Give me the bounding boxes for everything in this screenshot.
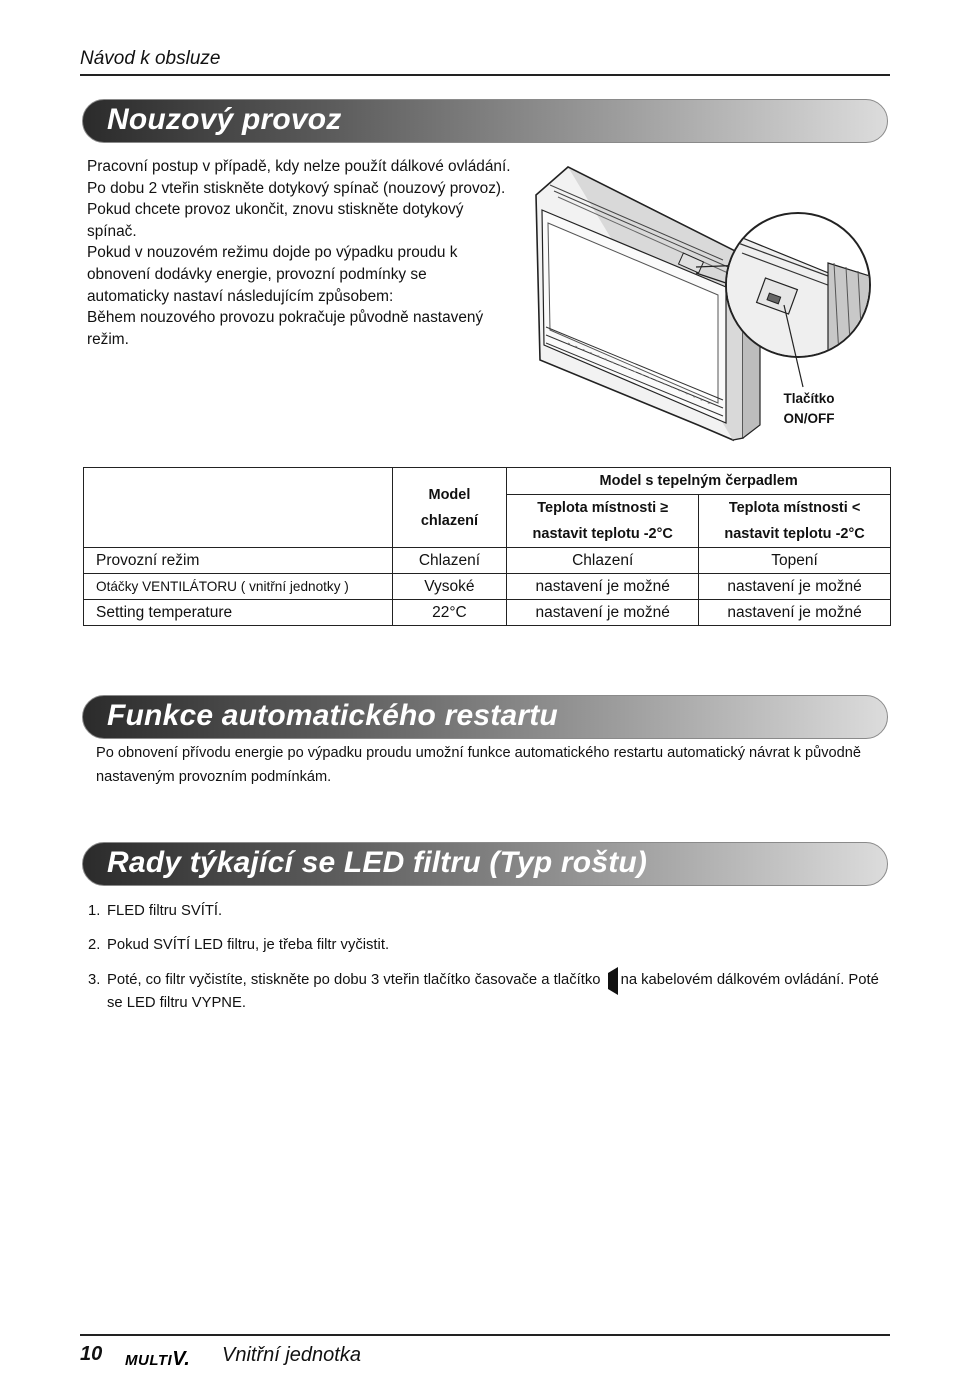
- header-line: Teplota místnosti ≥: [537, 500, 669, 516]
- cell-cooling: Vysoké: [392, 574, 507, 600]
- header-line: nastavit teplotu -2°C: [724, 526, 865, 542]
- step-text: Pokud SVÍTÍ LED filtru, je třeba filtr vyčistit.: [107, 937, 390, 953]
- step-number: 3.: [88, 972, 101, 988]
- table-corner-cell: [84, 468, 393, 548]
- label-line: Tlačítko: [783, 391, 835, 406]
- row-label: Setting temperature: [84, 600, 393, 626]
- emergency-paragraph: Během nouzového provozu pokračuje původně nastavený režim.: [87, 309, 484, 348]
- header-line: chlazení: [420, 512, 479, 529]
- cell-heat-pump-b: nastavení je možné: [699, 574, 891, 600]
- header-line: Teplota místnosti <: [728, 500, 861, 516]
- emergency-text: [87, 156, 512, 350]
- step-text: FLED filtru SVÍTÍ.: [107, 903, 223, 919]
- cell-heat-pump-a: Chlazení: [507, 548, 699, 574]
- col-header-cooling-model: [392, 468, 507, 548]
- logo-v: V.: [172, 1348, 191, 1370]
- cell-heat-pump-a: nastavení je možné: [507, 600, 699, 626]
- left-triangle-icon: [608, 967, 618, 995]
- cell-heat-pump-a: nastavení je možné: [507, 574, 699, 600]
- header-line: Model: [428, 486, 471, 503]
- step-number: 2.: [88, 937, 101, 953]
- running-header: Návod k obsluze: [80, 48, 221, 69]
- step-text-part: Poté, co filtr vyčistíte, stiskněte po dobu 3 vteřin tlačítko časovače a tlačítko: [107, 972, 601, 988]
- cell-heat-pump-b: nastavení je možné: [699, 600, 891, 626]
- cell-heat-pump-b: Topení: [699, 548, 891, 574]
- table-row: [84, 574, 891, 600]
- row-label: Otáčky VENTILÁTORU ( vnitřní jednotky ): [84, 574, 393, 600]
- section-title-auto-restart: Funkce automatického restartu: [107, 699, 558, 732]
- emergency-paragraph: Pracovní postup v případě, kdy nelze použít dálkové ovládání.: [87, 158, 511, 175]
- emergency-settings-table: [83, 467, 891, 626]
- label-line: ON/OFF: [783, 411, 835, 426]
- footer-doc-title: Vnitřní jednotka: [222, 1344, 361, 1366]
- section-banner-auto-restart: [82, 695, 888, 739]
- emergency-paragraph: Po dobu 2 vteřin stiskněte dotykový spínač (nouzový provoz). Pokud chcete provoz ukončit, znovu stiskněte dotykový spínač.: [87, 179, 506, 240]
- step-text-part: na kabelovém dálkovém ovládání. Poté se LED filtru VYPNE.: [107, 972, 879, 1011]
- list-item: [88, 934, 888, 956]
- logo-text: MULTI: [125, 1352, 173, 1369]
- emergency-paragraph: Pokud v nouzovém režimu dojde po výpadku proudu k obnovení dodávky energie, provozní podmínky se automaticky nastaví následujícím způsobem:: [87, 244, 458, 305]
- on-off-button-label: [762, 389, 856, 429]
- cell-cooling: 22°C: [392, 600, 507, 626]
- row-label: Provozní režim: [84, 548, 393, 574]
- list-item: [88, 969, 888, 1014]
- header-line: nastavit teplotu -2°C: [532, 526, 673, 542]
- section-banner-emergency: [82, 99, 888, 143]
- cell-cooling: Chlazení: [392, 548, 507, 574]
- col-header-room-temp-lt: [699, 495, 891, 548]
- header-rule: [80, 74, 890, 76]
- table-row: [84, 600, 891, 626]
- section-banner-led-filter: [82, 842, 888, 886]
- auto-restart-text: [96, 741, 876, 789]
- step-text: [107, 969, 888, 1014]
- section-title-led-filter: Rady týkající se LED filtru (Typ roštu): [107, 846, 648, 879]
- auto-restart-paragraph: Po obnovení přívodu energie po výpadku proudu umožní funkce automatického restartu automatický návrat k původně nastaveným provozním podmínkám.: [96, 745, 862, 785]
- step-number: 1.: [88, 903, 101, 919]
- multi-v-logo: [125, 1348, 190, 1371]
- col-header-heat-pump: Model s tepelným čerpadlem: [507, 468, 891, 495]
- table-row: [84, 548, 891, 574]
- list-item: [88, 900, 888, 922]
- col-header-room-temp-ge: [507, 495, 699, 548]
- page-number: 10: [80, 1343, 103, 1365]
- footer-rule: [80, 1334, 890, 1336]
- section-title-emergency: Nouzový provoz: [107, 103, 342, 136]
